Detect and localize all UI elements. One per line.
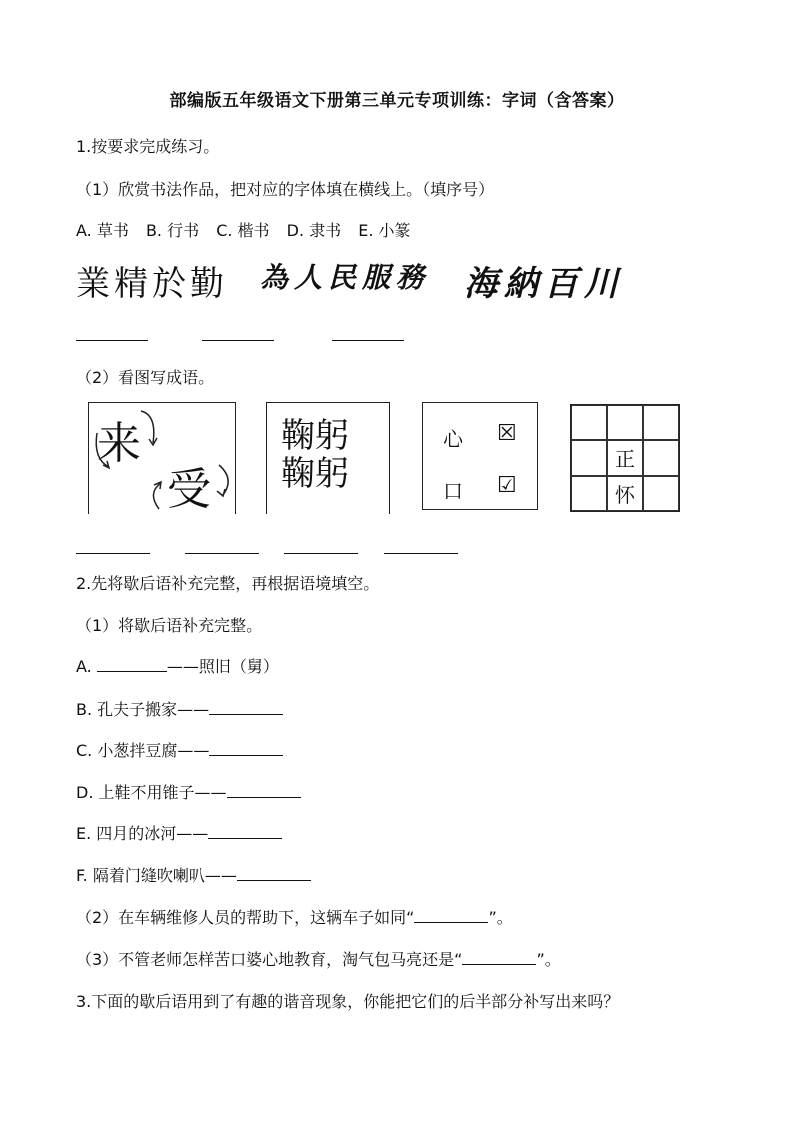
pic2-text-row-1: 鞠躬 [281,416,349,456]
option-e: E. 小篆 [358,221,411,240]
option-c: C. 楷书 [216,221,270,240]
blank-context-1[interactable] [414,908,488,923]
pic3-char-kou: 口 [443,479,463,503]
blank-context-2[interactable] [462,950,536,965]
pic4-char-huai: 怀 [607,476,643,511]
xiehouyu-c: C. 小葱拌豆腐—— [76,741,283,761]
blank-a[interactable] [97,657,167,672]
idiom-picture-3 [422,402,538,510]
answer-blank-1[interactable] [76,326,148,341]
blank-c[interactable] [209,741,283,756]
idiom-picture-1 [88,402,236,514]
q1-heading: 1.按要求完成练习。 [76,137,220,156]
pic1-char-shou: 受 [167,464,211,515]
xiehouyu-a: A. ——照旧（舅） [76,657,279,676]
idiom-blank-3[interactable] [284,539,358,554]
idiom-picture-2 [266,402,390,514]
option-b: B. 行书 [145,221,200,240]
q1-sub1: （1）欣赏书法作品，把对应的字体填在横线上。（填序号） [76,180,495,199]
pic3-char-xin: 心 [443,427,463,451]
xiehouyu-d: D. 上鞋不用锥子—— [76,783,301,803]
pic3-checkbox-cross-icon: ☒ [497,421,517,446]
calligraphy-seal: 業精於勤 [76,264,228,304]
idiom-blank-4[interactable] [384,539,458,554]
idiom-picture-4 [570,404,680,512]
page-title: 部编版五年级语文下册第三单元专项训练：字词（含答案） [169,91,625,111]
calligraphy-running: 海納百川 [464,264,624,304]
pic1-arrows-icon [89,403,235,515]
xiehouyu-e: E. 四月的冰河—— [76,824,282,844]
idiom-blank-2[interactable] [185,539,259,554]
pic2-text-row-2: 鞠躬 [281,454,349,494]
q2-sub2: （2）在车辆维修人员的帮助下，这辆车子如同“ ”。 [76,908,513,927]
q2-sub3: （3）不管老师怎样苦口婆心地教育，淘气包马亮还是“ ”。 [76,950,561,969]
answer-blank-2[interactable] [202,326,274,341]
font-options [76,221,423,241]
pic1-char-lai: 来 [97,418,141,469]
q1-sub2: （2）看图写成语。 [76,368,215,387]
q3-heading: 3.下面的歇后语用到了有趣的谐音现象，你能把它们的后半部分补写出来吗？ [76,992,620,1011]
pic4-char-zheng: 正 [607,440,643,475]
blank-e[interactable] [208,824,282,839]
pic3-checkbox-tick-icon: ☑ [497,473,517,498]
xiehouyu-b: B. 孔夫子搬家—— [76,700,283,720]
option-d: D. 隶书 [286,221,342,240]
option-a: A. 草书 [76,221,129,240]
blank-f[interactable] [237,866,311,881]
calligraphy-cursive: 為人民服務 [260,261,431,294]
blank-b[interactable] [209,700,283,715]
xiehouyu-f: F. 隔着门缝吹喇叭—— [76,866,311,886]
answer-blank-3[interactable] [332,326,404,341]
q2-heading: 2.先将歇后语补充完整，再根据语境填空。 [76,574,380,593]
blank-d[interactable] [227,783,301,798]
q2-sub1: （1）将歇后语补充完整。 [76,616,263,635]
idiom-blank-1[interactable] [76,539,150,554]
